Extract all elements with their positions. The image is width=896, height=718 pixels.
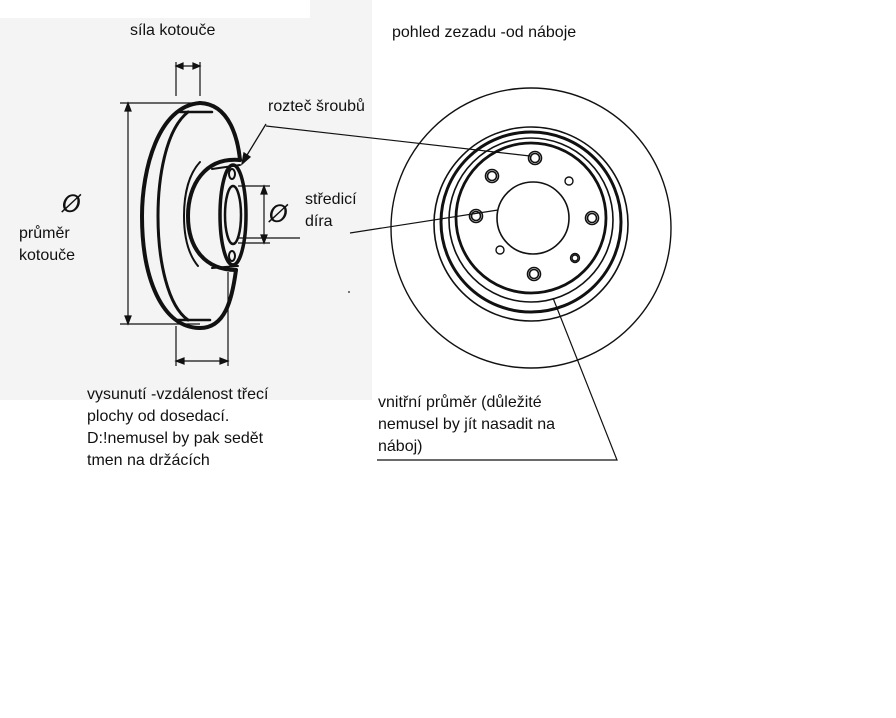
center-hole-label-line: díra <box>305 213 333 230</box>
center-hole-diameter-symbol: Ø <box>269 200 288 228</box>
offset-label-line: tmen na držácích <box>87 452 210 469</box>
bolt-pitch-label: rozteč šroubů <box>268 98 365 115</box>
center-hole-label-line: středicí <box>305 191 357 208</box>
inner-diameter-label-line: vnitřní průměr (důležité <box>378 394 542 411</box>
disc-diameter-label <box>19 223 75 267</box>
disc-rear-view <box>391 88 671 368</box>
rear-view-label: pohled zezadu -od náboje <box>392 24 577 41</box>
inner-diameter-label-line: nemusel by jít nasadit na <box>378 416 555 433</box>
center-hole-label <box>305 189 357 233</box>
diameter-symbol: Ø <box>62 190 81 218</box>
disc-thickness-label: síla kotouče <box>130 22 216 39</box>
offset-label-line: vysunutí -vzdálenost třecí <box>87 386 269 403</box>
disc-diameter-label-line: průměr <box>19 225 70 242</box>
offset-label-line: D:!nemusel by pak sedět <box>87 430 264 447</box>
disc-diameter-label-line: kotouče <box>19 247 76 264</box>
offset-label-line: plochy od dosedací. <box>87 408 230 425</box>
offset-label <box>87 384 268 472</box>
inner-diameter-label-line: náboj) <box>378 438 423 455</box>
inner-diameter-label <box>378 392 555 458</box>
